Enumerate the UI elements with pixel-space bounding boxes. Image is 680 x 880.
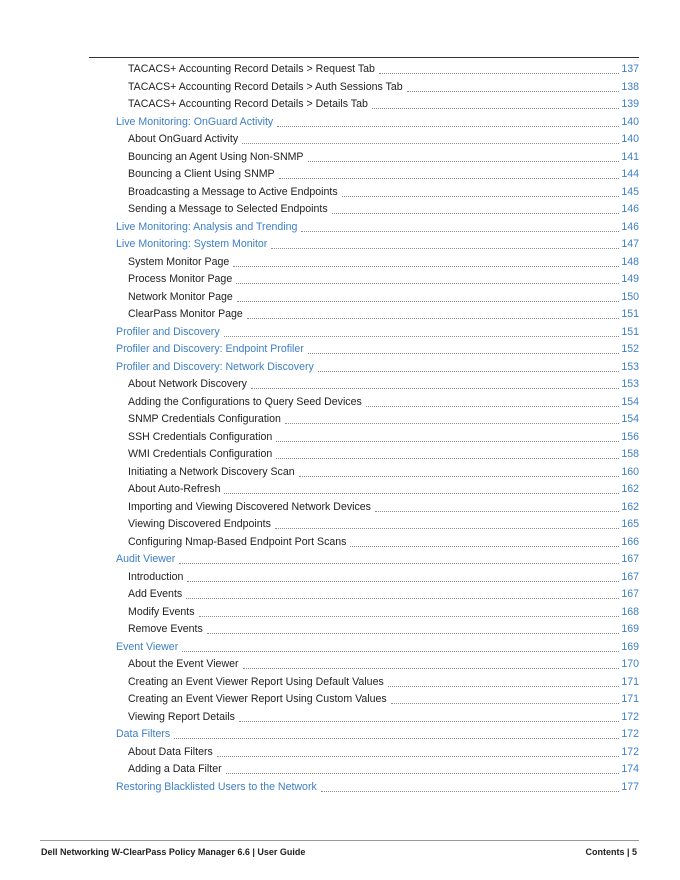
table-of-contents xyxy=(0,61,680,796)
toc-dot-leader xyxy=(251,388,619,389)
toc-subsection-entry[interactable] xyxy=(0,254,639,272)
toc-dot-leader xyxy=(299,476,620,477)
toc-subsection-entry[interactable] xyxy=(0,271,639,289)
toc-page-number[interactable]: 177 xyxy=(621,780,639,793)
toc-dot-leader xyxy=(237,301,620,302)
toc-entry-title[interactable]: Viewing Discovered Endpoints xyxy=(128,518,271,530)
toc-entry-title[interactable]: About Network Discovery xyxy=(128,378,247,390)
toc-page-number[interactable]: 140 xyxy=(621,133,639,145)
toc-subsection-entry[interactable] xyxy=(0,289,639,307)
toc-dot-leader xyxy=(375,511,619,512)
toc-page-number[interactable]: 167 xyxy=(621,588,639,600)
toc-page-number[interactable]: 156 xyxy=(621,430,639,443)
toc-entry-title[interactable]: SNMP Credentials Configuration xyxy=(128,413,281,425)
toc-entry-title[interactable]: System Monitor Page xyxy=(128,255,230,268)
toc-page-number[interactable]: 151 xyxy=(621,308,639,320)
toc-dot-leader xyxy=(301,231,619,232)
toc-dot-leader xyxy=(379,73,619,74)
toc-page-number[interactable]: 160 xyxy=(621,465,639,478)
toc-page-number[interactable]: 162 xyxy=(621,500,639,513)
toc-page-number[interactable]: 169 xyxy=(621,640,639,653)
toc-entry-title[interactable]: Audit Viewer xyxy=(116,553,176,565)
toc-section-entry[interactable] xyxy=(0,114,639,132)
toc-page-number[interactable]: 172 xyxy=(621,745,639,758)
toc-dot-leader xyxy=(243,668,620,669)
toc-section-entry[interactable] xyxy=(0,219,639,237)
toc-entry-title[interactable]: TACACS+ Accounting Record Details > Request Tab xyxy=(128,63,375,75)
toc-entry-title[interactable]: Process Monitor Page xyxy=(128,273,233,285)
toc-page-number[interactable]: 138 xyxy=(621,80,639,93)
toc-dot-leader xyxy=(199,616,620,617)
toc-subsection-entry[interactable] xyxy=(0,604,639,622)
toc-page-number[interactable]: 150 xyxy=(621,290,639,303)
toc-subsection-entry[interactable] xyxy=(0,586,639,604)
toc-dot-leader xyxy=(318,371,620,372)
toc-entry-title[interactable]: Profiler and Discovery xyxy=(116,325,220,338)
toc-dot-leader xyxy=(350,546,619,547)
toc-entry-title[interactable]: Live Monitoring: System Monitor xyxy=(116,238,268,250)
toc-entry-title[interactable]: Adding a Data Filter xyxy=(128,763,222,775)
toc-entry-title[interactable]: Importing and Viewing Discovered Network Devices xyxy=(128,500,371,513)
toc-dot-leader xyxy=(366,406,620,407)
toc-entry-title[interactable]: Modify Events xyxy=(128,605,195,618)
toc-dot-leader xyxy=(247,318,619,319)
toc-subsection-entry[interactable] xyxy=(0,516,639,534)
toc-entry-title[interactable]: About Auto-Refresh xyxy=(128,483,221,495)
toc-dot-leader xyxy=(239,721,619,722)
toc-subsection-entry[interactable] xyxy=(0,149,639,167)
toc-dot-leader xyxy=(407,91,620,92)
toc-subsection-entry[interactable] xyxy=(0,131,639,149)
toc-entry-title[interactable]: Event Viewer xyxy=(116,640,179,653)
toc-subsection-entry[interactable] xyxy=(0,744,639,762)
toc-entry-title[interactable]: Initiating a Network Discovery Scan xyxy=(128,465,295,478)
toc-page-number[interactable]: 151 xyxy=(621,325,639,338)
toc-page-number[interactable]: 166 xyxy=(621,535,639,548)
toc-section-entry[interactable] xyxy=(0,359,639,377)
toc-subsection-entry[interactable] xyxy=(0,761,639,779)
toc-subsection-entry[interactable] xyxy=(0,429,639,447)
toc-section-entry[interactable] xyxy=(0,551,639,569)
toc-dot-leader xyxy=(174,738,619,739)
footer-rule xyxy=(40,840,639,841)
toc-page-number[interactable]: 172 xyxy=(621,710,639,723)
toc-entry-title[interactable]: Configuring Nmap-Based Endpoint Port Scans xyxy=(128,535,347,548)
toc-subsection-entry[interactable] xyxy=(0,394,639,412)
toc-subsection-entry[interactable] xyxy=(0,201,639,219)
toc-subsection-entry[interactable] xyxy=(0,674,639,692)
toc-subsection-entry[interactable] xyxy=(0,376,639,394)
toc-dot-leader xyxy=(236,283,619,284)
toc-page-number[interactable]: 165 xyxy=(621,518,639,530)
toc-section-entry[interactable] xyxy=(0,341,639,359)
toc-subsection-entry[interactable] xyxy=(0,709,639,727)
toc-page-number[interactable]: 140 xyxy=(621,115,639,128)
toc-subsection-entry[interactable] xyxy=(0,184,639,202)
footer-document-title: Dell Networking W-ClearPass Policy Manager 6.6 | User Guide xyxy=(41,847,306,857)
toc-dot-leader xyxy=(182,651,619,652)
toc-subsection-entry[interactable] xyxy=(0,411,639,429)
toc-section-entry[interactable] xyxy=(0,236,639,254)
toc-subsection-entry[interactable] xyxy=(0,61,639,79)
toc-subsection-entry[interactable] xyxy=(0,481,639,499)
toc-page-number[interactable]: 147 xyxy=(621,238,639,250)
toc-subsection-entry[interactable] xyxy=(0,306,639,324)
toc-entry-title[interactable]: Bouncing an Agent Using Non-SNMP xyxy=(128,150,304,163)
toc-section-entry[interactable] xyxy=(0,324,639,342)
toc-dot-leader xyxy=(391,703,620,704)
toc-entry-title[interactable]: About OnGuard Activity xyxy=(128,133,239,145)
toc-page-number[interactable]: 146 xyxy=(621,220,639,233)
toc-page-number[interactable]: 146 xyxy=(621,203,639,215)
toc-subsection-entry[interactable] xyxy=(0,569,639,587)
toc-entry-title[interactable]: TACACS+ Accounting Record Details > Details Tab xyxy=(128,98,368,110)
toc-page-number[interactable]: 154 xyxy=(621,413,639,425)
toc-page-number[interactable]: 171 xyxy=(621,693,639,705)
toc-entry-title[interactable]: Profiler and Discovery: Network Discovery xyxy=(116,360,314,373)
toc-dot-leader xyxy=(308,161,620,162)
toc-dot-leader xyxy=(271,248,619,249)
toc-dot-leader xyxy=(308,353,619,354)
toc-subsection-entry[interactable] xyxy=(0,96,639,114)
toc-page-number[interactable]: 174 xyxy=(621,763,639,775)
toc-entry-title[interactable]: Bouncing a Client Using SNMP xyxy=(128,168,275,180)
toc-entry-title[interactable]: Live Monitoring: Analysis and Trending xyxy=(116,220,298,233)
toc-entry-title[interactable]: TACACS+ Accounting Record Details > Auth Sessions Tab xyxy=(128,80,403,93)
toc-dot-leader xyxy=(187,581,619,582)
toc-entry-title[interactable]: Restoring Blacklisted Users to the Network xyxy=(116,780,317,793)
toc-entry-title[interactable]: SSH Credentials Configuration xyxy=(128,430,273,443)
toc-page-number[interactable]: 167 xyxy=(621,570,639,583)
toc-section-entry[interactable] xyxy=(0,726,639,744)
toc-dot-leader xyxy=(275,528,619,529)
toc-page-number[interactable]: 153 xyxy=(621,378,639,390)
toc-page-number[interactable]: 144 xyxy=(621,168,639,180)
toc-dot-leader xyxy=(388,686,620,687)
toc-subsection-entry[interactable] xyxy=(0,691,639,709)
toc-entry-title[interactable]: Add Events xyxy=(128,588,183,600)
toc-entry-title[interactable]: Creating an Event Viewer Report Using Default Values xyxy=(128,675,384,688)
toc-entry-title[interactable]: Sending a Message to Selected Endpoints xyxy=(128,203,328,215)
toc-page-number[interactable]: 139 xyxy=(621,98,639,110)
toc-page-number[interactable]: 137 xyxy=(621,63,639,75)
header-rule xyxy=(89,57,639,58)
toc-dot-leader xyxy=(285,423,619,424)
toc-dot-leader xyxy=(321,791,620,792)
toc-page-number[interactable]: 158 xyxy=(621,448,639,460)
toc-dot-leader xyxy=(186,598,619,599)
toc-dot-leader xyxy=(342,196,620,197)
toc-subsection-entry[interactable] xyxy=(0,499,639,517)
toc-dot-leader xyxy=(224,493,619,494)
toc-dot-leader xyxy=(217,756,620,757)
toc-page-number[interactable]: 171 xyxy=(621,675,639,688)
toc-page-number[interactable]: 172 xyxy=(621,728,639,740)
toc-subsection-entry[interactable] xyxy=(0,621,639,639)
toc-page-number[interactable]: 153 xyxy=(621,360,639,373)
toc-dot-leader xyxy=(332,213,620,214)
toc-dot-leader xyxy=(242,143,619,144)
toc-page-number[interactable]: 152 xyxy=(621,343,639,355)
footer-page-label: Contents | 5 xyxy=(585,847,637,857)
toc-entry-title[interactable]: Creating an Event Viewer Report Using Custom Values xyxy=(128,693,387,705)
toc-dot-leader xyxy=(233,266,619,267)
toc-section-entry[interactable] xyxy=(0,639,639,657)
toc-entry-title[interactable]: Data Filters xyxy=(116,728,171,740)
toc-page-number[interactable]: 162 xyxy=(621,483,639,495)
toc-page-number[interactable]: 167 xyxy=(621,553,639,565)
toc-entry-title[interactable]: About Data Filters xyxy=(128,745,213,758)
toc-section-entry[interactable] xyxy=(0,779,639,797)
toc-entry-title[interactable]: WMI Credentials Configuration xyxy=(128,448,273,460)
toc-entry-title[interactable]: Viewing Report Details xyxy=(128,710,235,723)
toc-page-number[interactable]: 148 xyxy=(621,255,639,268)
toc-dot-leader xyxy=(279,178,620,179)
toc-entry-title[interactable]: Live Monitoring: OnGuard Activity xyxy=(116,115,274,128)
toc-subsection-entry[interactable] xyxy=(0,166,639,184)
toc-entry-title[interactable]: Broadcasting a Message to Active Endpoints xyxy=(128,185,338,198)
toc-page-number[interactable]: 149 xyxy=(621,273,639,285)
toc-dot-leader xyxy=(226,773,620,774)
toc-dot-leader xyxy=(179,563,619,564)
toc-dot-leader xyxy=(276,458,619,459)
toc-page-number[interactable]: 168 xyxy=(621,605,639,618)
toc-entry-title[interactable]: Introduction xyxy=(128,570,184,583)
toc-entry-title[interactable]: About the Event Viewer xyxy=(128,658,239,670)
toc-subsection-entry[interactable] xyxy=(0,446,639,464)
toc-dot-leader xyxy=(224,336,620,337)
toc-page-number[interactable]: 170 xyxy=(621,658,639,670)
toc-subsection-entry[interactable] xyxy=(0,656,639,674)
toc-dot-leader xyxy=(276,441,619,442)
toc-page-number[interactable]: 154 xyxy=(621,395,639,408)
toc-page-number[interactable]: 169 xyxy=(621,623,639,635)
toc-dot-leader xyxy=(207,633,620,634)
toc-subsection-entry[interactable] xyxy=(0,464,639,482)
toc-subsection-entry[interactable] xyxy=(0,534,639,552)
toc-page-number[interactable]: 145 xyxy=(621,185,639,198)
toc-entry-title[interactable]: Adding the Configurations to Query Seed Devices xyxy=(128,395,362,408)
toc-dot-leader xyxy=(277,126,619,127)
toc-entry-title[interactable]: Profiler and Discovery: Endpoint Profiler xyxy=(116,343,304,355)
toc-subsection-entry[interactable] xyxy=(0,79,639,97)
toc-entry-title[interactable]: Remove Events xyxy=(128,623,203,635)
toc-entry-title[interactable]: ClearPass Monitor Page xyxy=(128,308,243,320)
toc-page-number[interactable]: 141 xyxy=(621,150,639,163)
toc-entry-title[interactable]: Network Monitor Page xyxy=(128,290,233,303)
toc-dot-leader xyxy=(372,108,619,109)
